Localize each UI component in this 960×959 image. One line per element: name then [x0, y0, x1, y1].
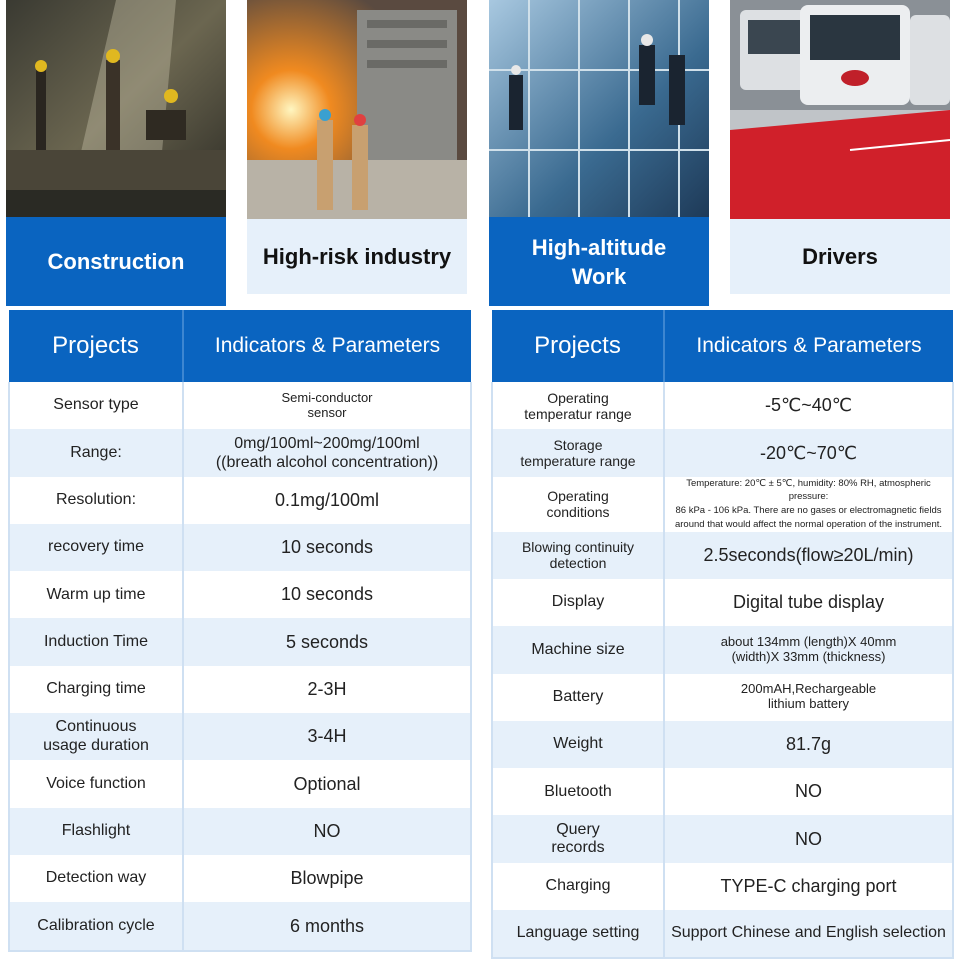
row-label: Display [492, 579, 664, 626]
indicators-header: Indicators & Parameters [183, 310, 471, 382]
row-value: -20℃~70℃ [664, 429, 953, 476]
row-value: Temperature: 20℃ ± 5℃, humidity: 80% RH, atmospheric pressure: 86 kPa - 106 kPa. There are no gases or electromagnetic fields around that would affect the normal operation of the instrument. [664, 477, 953, 532]
table-row [9, 808, 471, 855]
table-row [492, 382, 953, 429]
row-label: Battery [492, 674, 664, 721]
row-value: 10 seconds [183, 571, 471, 618]
table-row [9, 902, 471, 950]
projects-header: Projects [9, 310, 183, 382]
table-row [9, 477, 471, 524]
row-label: Weight [492, 721, 664, 768]
table-row [492, 863, 953, 910]
tile-caption: Construction [6, 217, 226, 306]
table-row [9, 429, 471, 476]
row-value: 0.1mg/100ml [183, 477, 471, 524]
row-value: about 134mm (length)X 40mm (width)X 33mm (thickness) [664, 626, 953, 673]
row-value: Digital tube display [664, 579, 953, 626]
row-value: 10 seconds [183, 524, 471, 571]
table-row [9, 855, 471, 902]
row-value: Semi-conductor sensor [183, 382, 471, 429]
row-label: Operating temperatur range [492, 382, 664, 429]
row-value: -5℃~40℃ [664, 382, 953, 429]
row-value: TYPE-C charging port [664, 863, 953, 910]
row-value: 81.7g [664, 721, 953, 768]
table-row [492, 579, 953, 626]
table-header-row [9, 310, 471, 382]
tile-high-altitude [489, 0, 709, 306]
row-label: Bluetooth [492, 768, 664, 815]
table-row [492, 815, 953, 862]
left-spec-table [8, 310, 472, 952]
high-risk-photo [247, 0, 467, 219]
table-row [492, 721, 953, 768]
table-row [492, 626, 953, 673]
tile-construction [6, 0, 226, 306]
tile-drivers [730, 0, 950, 294]
table-row [492, 768, 953, 815]
tile-caption: Drivers [730, 219, 950, 294]
row-label: Charging time [9, 666, 183, 713]
row-label: Blowing continuity detection [492, 532, 664, 579]
row-label: Flashlight [9, 808, 183, 855]
table-row [9, 571, 471, 618]
row-value: 3-4H [183, 713, 471, 760]
table-row [9, 382, 471, 429]
table-row [9, 524, 471, 571]
row-label: Induction Time [9, 618, 183, 665]
table-row [9, 713, 471, 760]
row-value: Support Chinese and English selection [664, 910, 953, 958]
row-label: Warm up time [9, 571, 183, 618]
drivers-photo [730, 0, 950, 219]
row-label: Operating conditions [492, 477, 664, 532]
indicators-header: Indicators & Parameters [664, 310, 953, 382]
tile-high-risk [247, 0, 467, 294]
row-value: 6 months [183, 902, 471, 950]
table-row [492, 674, 953, 721]
table-row [9, 760, 471, 807]
row-value: NO [183, 808, 471, 855]
row-value: NO [664, 768, 953, 815]
row-label: Charging [492, 863, 664, 910]
row-value: Optional [183, 760, 471, 807]
table-row [492, 910, 953, 958]
row-label: Calibration cycle [9, 902, 183, 950]
row-value [183, 429, 471, 476]
right-spec-table [491, 310, 954, 959]
high-altitude-photo [489, 0, 709, 217]
row-label: recovery time [9, 524, 183, 571]
tile-caption: High-risk industry [247, 219, 467, 294]
row-value: NO [664, 815, 953, 862]
row-label: Detection way [9, 855, 183, 902]
row-value: 2.5seconds(flow≥20L/min) [664, 532, 953, 579]
row-label: Language setting [492, 910, 664, 958]
table-row [9, 618, 471, 665]
row-label: Query records [492, 815, 664, 862]
row-value: 5 seconds [183, 618, 471, 665]
range-main: 0mg/100ml~200mg/100ml ((breath alcohol concentration)) [215, 434, 439, 471]
table-row [492, 429, 953, 476]
row-label: Sensor type [9, 382, 183, 429]
table-header-row [492, 310, 953, 382]
tile-caption: High-altitude Work [489, 217, 709, 306]
table-row [492, 532, 953, 579]
row-value: 2-3H [183, 666, 471, 713]
row-label: Machine size [492, 626, 664, 673]
table-row [9, 666, 471, 713]
construction-photo [6, 0, 226, 217]
table-row [492, 477, 953, 532]
row-value: Blowpipe [183, 855, 471, 902]
row-label: Storage temperature range [492, 429, 664, 476]
row-label: Range: [9, 429, 183, 476]
row-label: Voice function [9, 760, 183, 807]
row-label: Resolution: [9, 477, 183, 524]
projects-header: Projects [492, 310, 664, 382]
row-label: Continuous usage duration [9, 713, 183, 760]
row-value: 200mAH,Rechargeable lithium battery [664, 674, 953, 721]
